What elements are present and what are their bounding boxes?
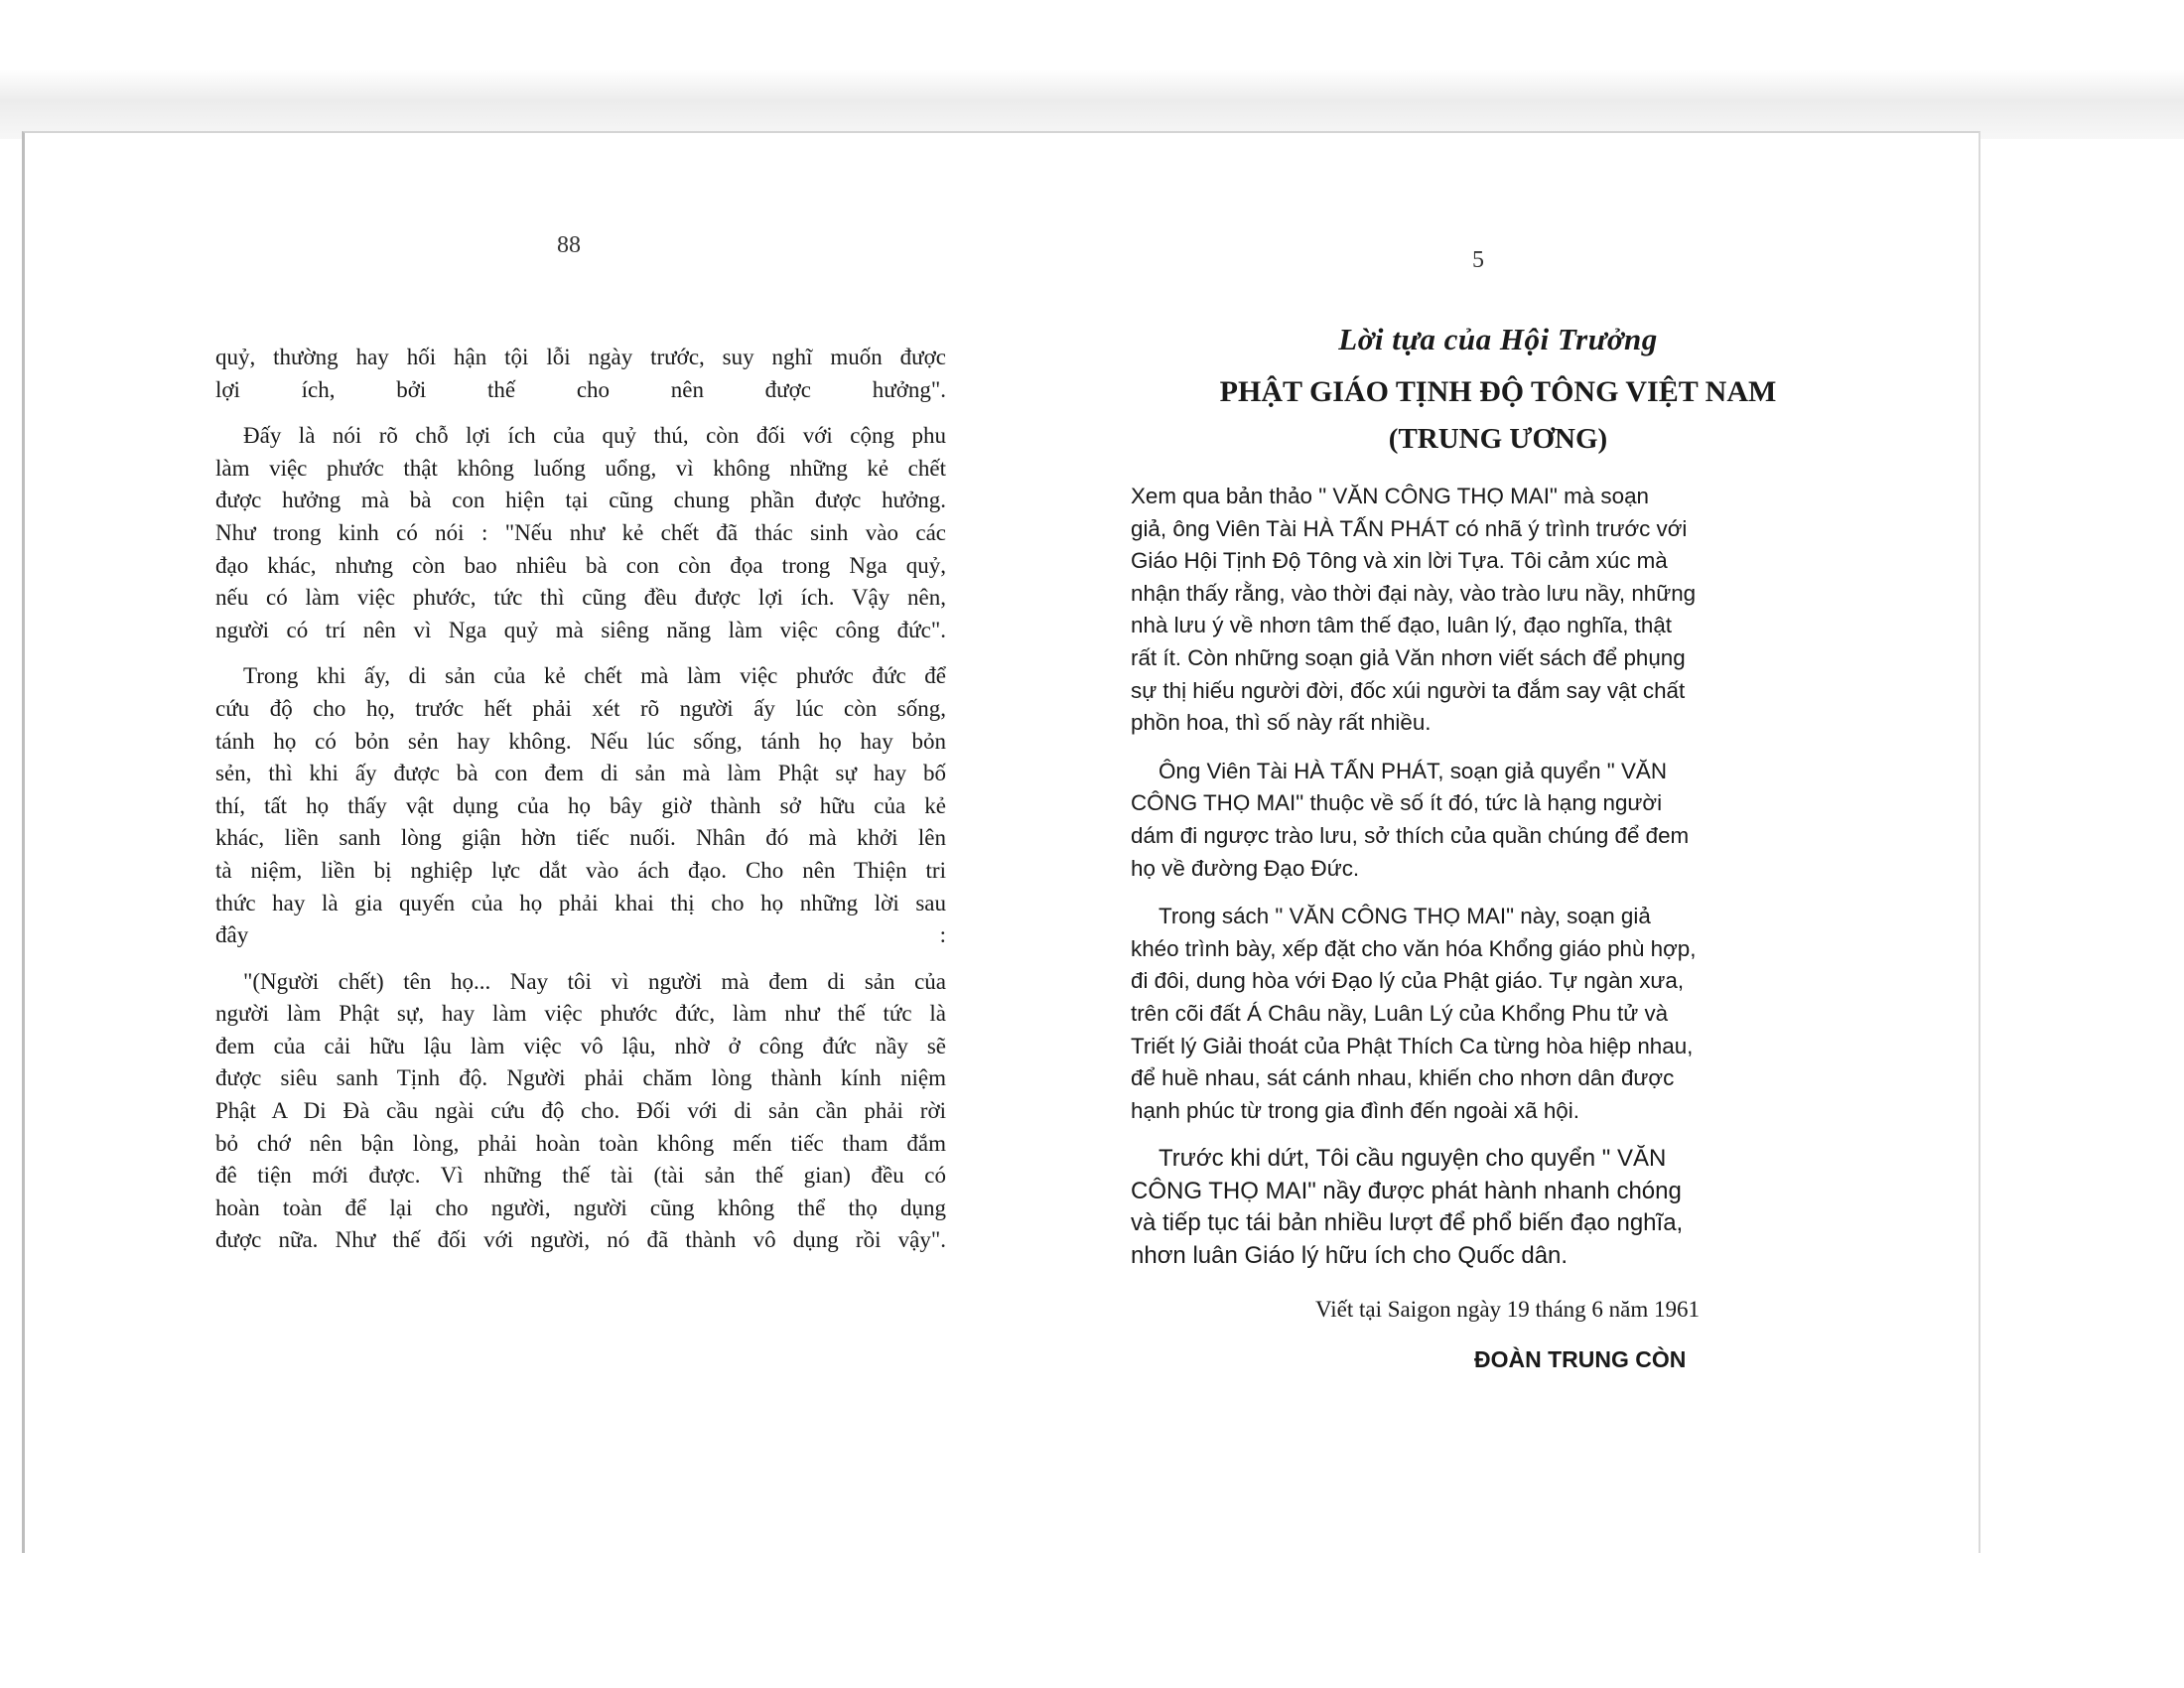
- right-page: [1018, 133, 1979, 1553]
- paragraph: [215, 966, 946, 1257]
- text-line: nhận thấy rằng, vào thời đại này, vào trào lưu nầy, những: [1131, 580, 1697, 606]
- text-line: Giáo Hội Tịnh Độ Tông và xin lời Tựa. Tôi cảm xúc mà: [1131, 548, 1668, 574]
- text-line: lợi ích, bởi thế cho nên được hưởng".: [215, 376, 946, 402]
- right-page-body: [1131, 481, 1843, 1289]
- paragraph: [215, 342, 946, 406]
- text-line: tánh họ có bỏn sẻn hay không. Nếu lúc sống, tánh họ hay bỏn: [215, 728, 946, 754]
- signature-name: ĐOÀN TRUNG CÒN: [1474, 1346, 1687, 1372]
- organization-heading: PHẬT GIÁO TỊNH ĐỘ TÔNG VIỆT NAM: [1219, 375, 1777, 408]
- text-line: Phật A Di Đà cầu ngài cứu độ cho. Đối với di sản cần phải rời: [215, 1098, 946, 1124]
- text-line: đi đôi, dung hòa với Đạo lý của Phật giáo. Tự ngàn xưa,: [1131, 968, 1685, 994]
- text-line: thí, tất họ thấy vật dụng của họ bây giờ thành sở hữu của kẻ: [215, 792, 946, 818]
- paragraph: [1131, 481, 1843, 740]
- book-spread: [22, 131, 1980, 1553]
- text-line: Ông Viên Tài HÀ TẤN PHÁT, soạn giả quyển " VĂN: [1159, 758, 1667, 783]
- text-line: Xem qua bản thảo " VĂN CÔNG THỌ MAI" mà soạn: [1131, 484, 1649, 508]
- text-line: CÔNG THỌ MAI" nầy được phát hành nhanh chóng: [1131, 1177, 1682, 1204]
- left-page-body: [215, 342, 946, 1271]
- text-line: rất ít. Còn những soạn giả Văn nhơn viết sách để phụng: [1131, 644, 1686, 670]
- text-line: Đấy là nói rõ chỗ lợi ích của quỷ thú, còn đối với cộng phu: [243, 423, 946, 449]
- paragraph: [215, 660, 946, 951]
- text-line: đây :: [215, 922, 946, 948]
- text-line: nhơn luân Giáo lý hữu ích cho Quốc dân.: [1131, 1242, 1569, 1270]
- text-line: đem của cải hữu lậu làm việc vô lậu, nhờ ở công đức nầy sẽ: [215, 1033, 946, 1058]
- text-line: quỷ, thường hay hối hận tội lỗi ngày trước, suy nghĩ muốn được: [215, 345, 946, 369]
- paragraph: [215, 420, 946, 646]
- text-line: trên cõi đất Á Châu nầy, Luân Lý của Khổng Phu tử và: [1131, 1000, 1669, 1026]
- text-line: họ về đường Đạo Đức.: [1131, 855, 1360, 881]
- preface-title: Lời tựa của Hội Trưởng: [1338, 322, 1658, 356]
- text-line: bỏ chớ nên bận lòng, phải hoàn toàn không mến tiếc tham đắm: [215, 1130, 946, 1156]
- text-line: khác, liền sanh lòng giận hờn tiếc nuối. Nhân đó mà khởi lên: [215, 825, 946, 851]
- text-line: đê tiện mới được. Vì những thế tài (tài sản thế gian) đều có: [215, 1163, 946, 1189]
- text-line: để huề nhau, sát cánh nhau, khiến cho nhơn dân được: [1131, 1065, 1675, 1091]
- text-line: nhà lưu ý về nhơn tâm thế đạo, luân lý, đạo nghĩa, thật: [1131, 613, 1673, 638]
- text-line: Như trong kinh có nói : "Nếu như kẻ chết đã thác sinh vào các: [215, 519, 946, 545]
- left-page-number: 88: [557, 232, 581, 258]
- text-line: Trong sách " VĂN CÔNG THỌ MAI" này, soạn giả: [1159, 904, 1651, 929]
- right-page-number: 5: [1472, 247, 1484, 273]
- text-line: CÔNG THỌ MAI" thuộc về số ít đó, tức là hạng người: [1131, 790, 1663, 816]
- text-line: hoàn toàn để lại cho người, người cũng không thể thọ dụng: [215, 1195, 946, 1220]
- text-line: được siêu sanh Tịnh độ. Người phải chăm lòng thành kính niệm: [215, 1065, 946, 1091]
- text-line: cứu độ cho họ, trước hết phải xét rõ người ấy lúc còn sống,: [215, 695, 946, 721]
- text-line: phồn hoa, thì số này rất nhiều.: [1131, 710, 1432, 736]
- text-line: được hưởng mà bà con hiện tại cũng chung phần được hưởng.: [215, 488, 946, 513]
- text-line: "(Người chết) tên họ... Nay tôi vì người mà đem di sản của: [243, 968, 946, 994]
- paragraph: [1131, 1143, 1843, 1272]
- text-line: dám đi ngược trào lưu, sở thích của quần chúng để đem: [1131, 822, 1690, 848]
- text-line: làm việc phước thật không luống uổng, vì không những kẻ chết: [215, 455, 946, 481]
- text-line: Triết lý Giải thoát của Phật Thích Ca từng hòa hiệp nhau,: [1131, 1033, 1694, 1058]
- paragraph: [1131, 901, 1843, 1127]
- paragraph: [1131, 756, 1843, 885]
- left-page: [25, 133, 1018, 1553]
- text-line: Trong khi ấy, di sản của kẻ chết mà làm việc phước đức để: [243, 663, 946, 689]
- scan-edge-shadow: [0, 70, 2184, 139]
- text-line: khéo trình bày, xếp đặt cho văn hóa Khổng giáo phù hợp,: [1131, 935, 1697, 961]
- text-line: người làm Phật sự, hay làm việc phước đức, làm như thế tức là: [215, 1001, 946, 1027]
- text-line: tà niệm, liền bị nghiệp lực dắt vào ách đạo. Cho nên Thiện tri: [215, 857, 946, 883]
- text-line: hạnh phúc từ trong gia đình đến ngoài xã hội.: [1131, 1097, 1579, 1123]
- text-line: người có trí nên vì Nga quỷ mà siêng năng làm việc công đức".: [215, 617, 946, 642]
- text-line: Trước khi dứt, Tôi cầu nguyện cho quyển " VĂN: [1159, 1145, 1667, 1173]
- text-line: và tiếp tục tái bản nhiều lượt để phổ biến đạo nghĩa,: [1131, 1209, 1684, 1237]
- text-line: sẻn, thì khi ấy được bà con đem di sản mà làm Phật sự hay bố: [215, 761, 946, 786]
- text-line: giả, ông Viên Tài HÀ TẤN PHÁT có nhã ý trình trước với: [1131, 515, 1688, 541]
- text-line: thức hay là gia quyến của họ phải khai thị cho họ những lời sau: [215, 890, 946, 915]
- signature-date: Viết tại Saigon ngày 19 tháng 6 năm 1961: [1315, 1297, 1701, 1322]
- organization-subheading: (TRUNG ƯƠNG): [1388, 423, 1608, 455]
- text-line: sự thị hiếu người đời, đốc xúi người ta đắm say vật chất: [1131, 677, 1686, 703]
- text-line: đạo khác, nhưng còn bao nhiêu bà con còn đọa trong Nga quỷ,: [215, 552, 946, 578]
- text-line: được nữa. Như thế đối với người, nó đã thành vô dụng rồi vậy".: [215, 1227, 946, 1253]
- text-line: nếu có làm việc phước, tức thì cũng đều được lợi ích. Vậy nên,: [215, 585, 946, 611]
